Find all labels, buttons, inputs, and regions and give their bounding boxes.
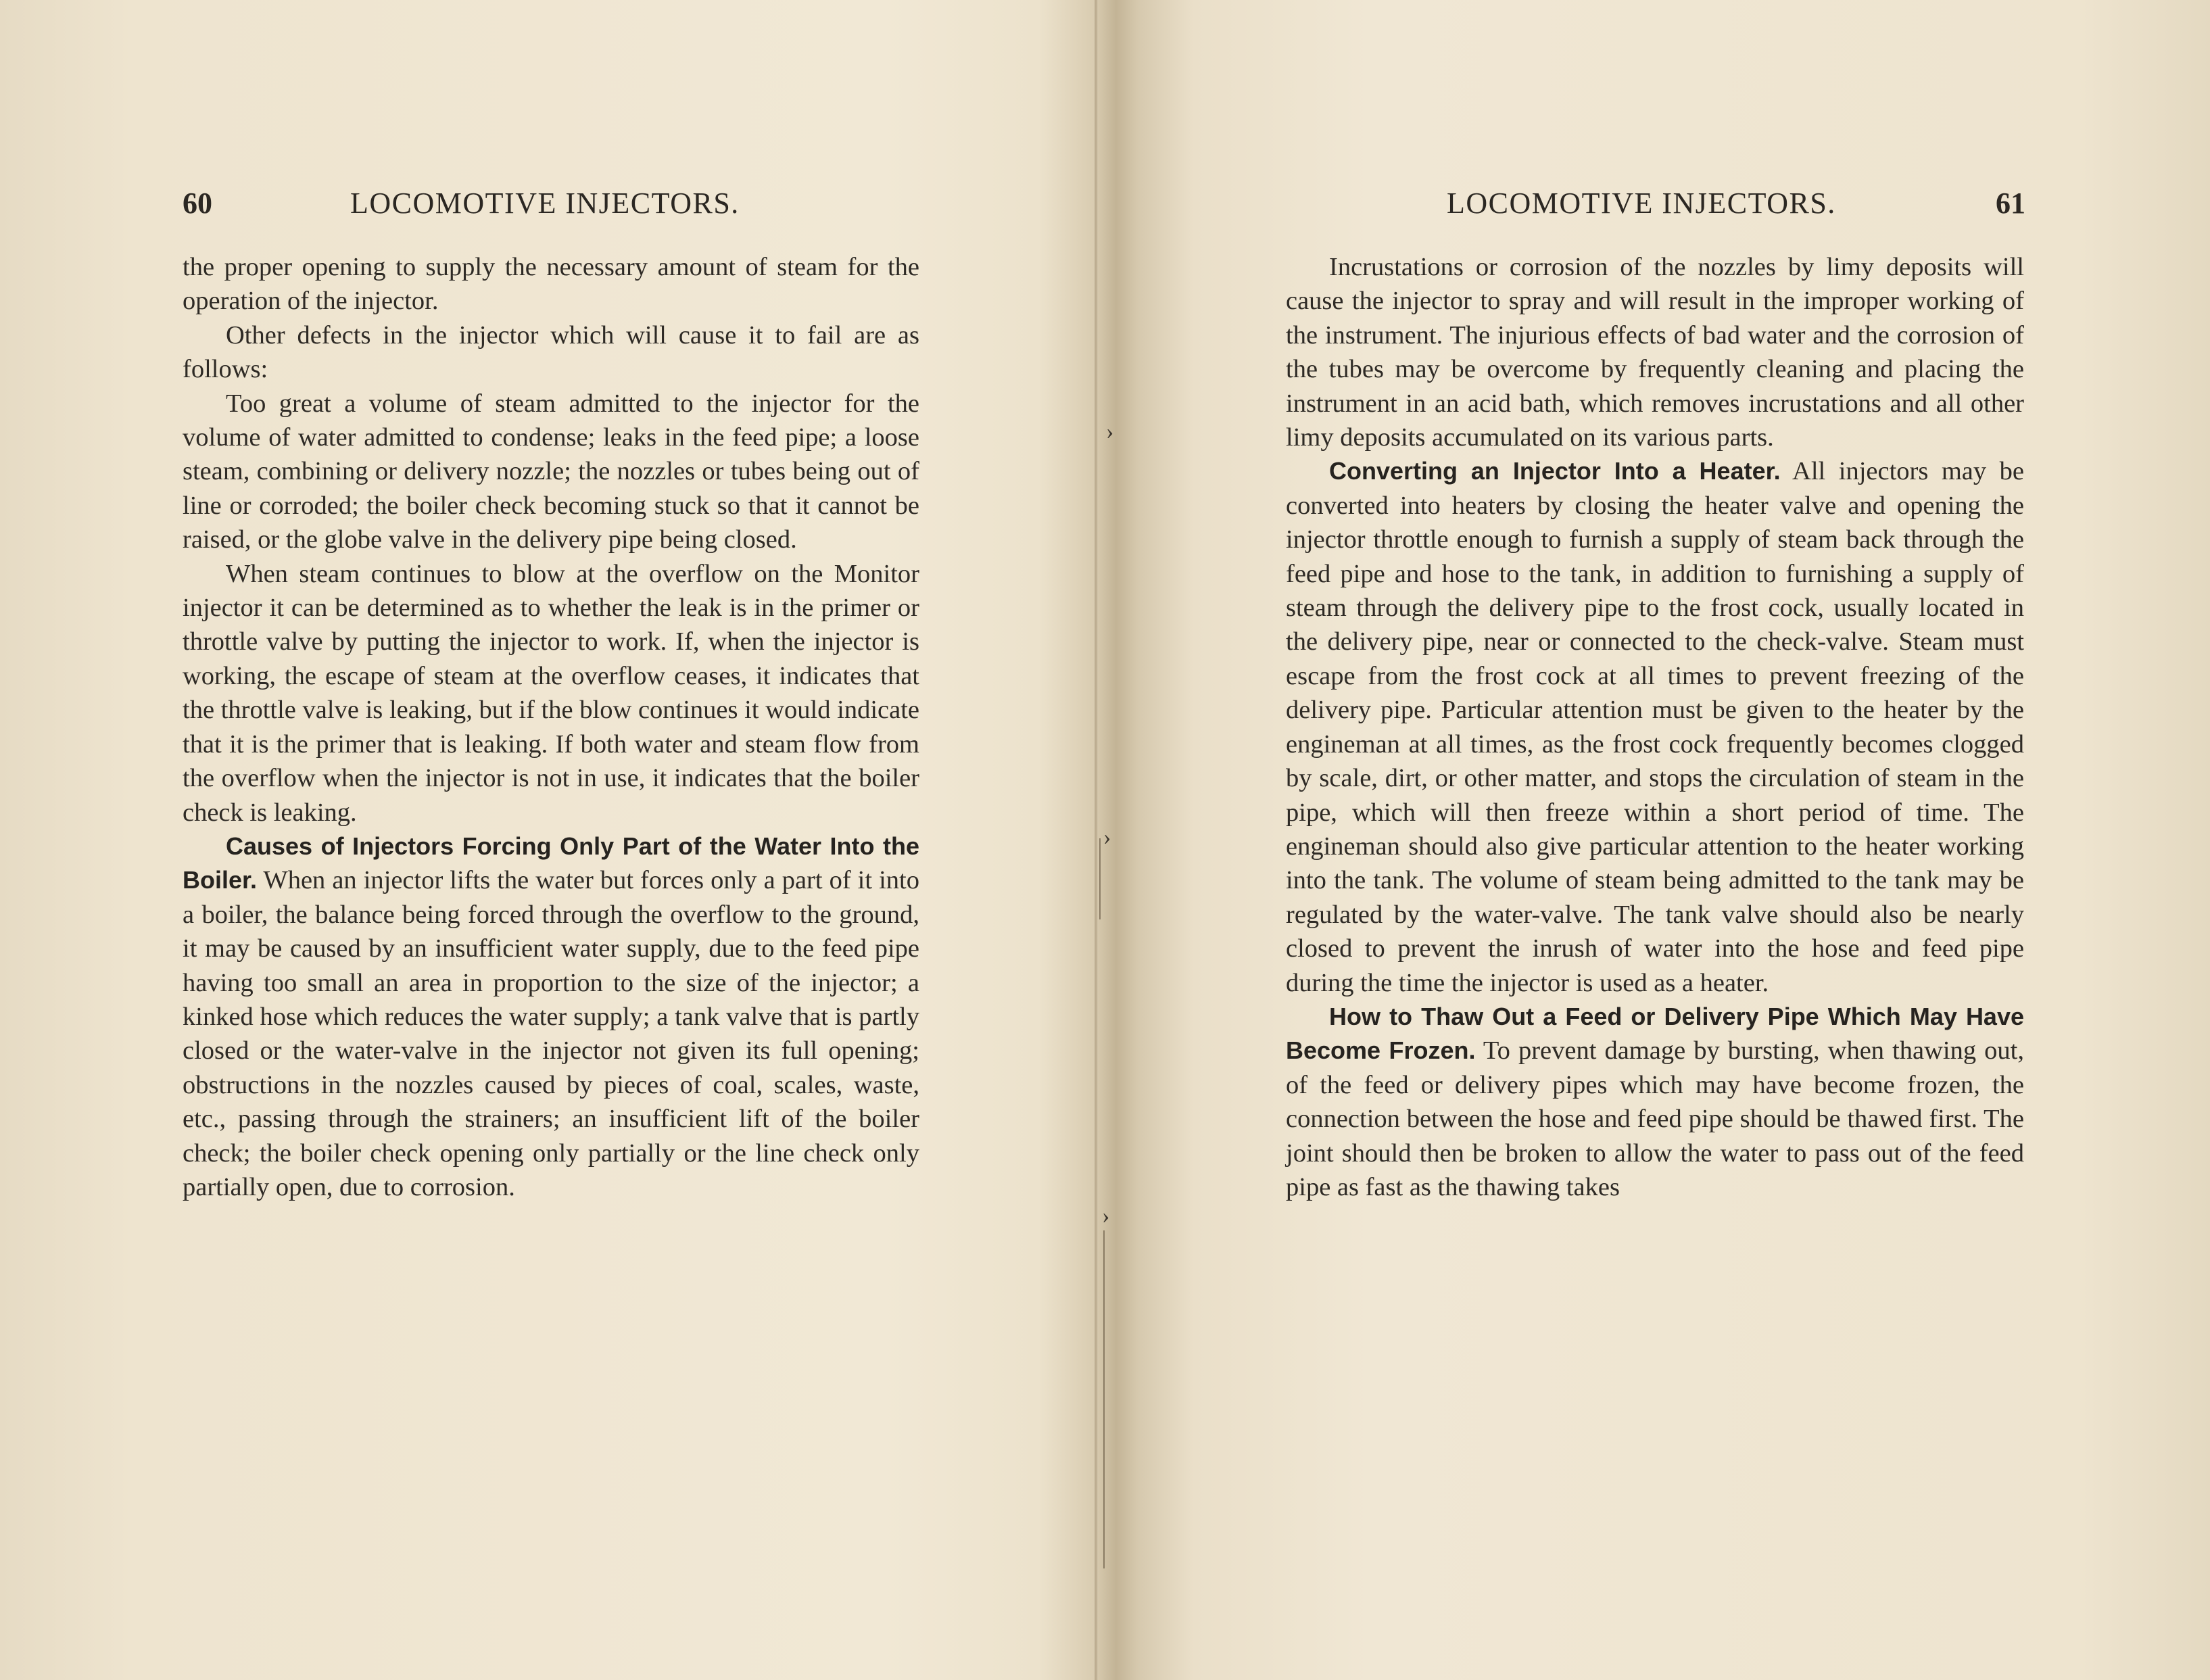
section-heading: How to Thaw Out a Feed or Delivery Pipe Which May Have Become Frozen. [1286,1002,2024,1065]
paragraph-text: Too great a volume of steam admitted to the injector for the volume of water admitted to condense; leaks in the feed pipe; a loose steam, combining or delivery nozzle; the nozzles or tubes being out of line or corroded; the boiler check becoming stuck so that it cannot be raised, or the globe valve in the delivery pipe being closed. [183,389,919,554]
right-page [1109,0,2210,1680]
paragraph [183,557,919,830]
running-head: LOCOMOTIVE INJECTORS. [350,187,740,220]
section-heading: Converting an Injector Into a Heater. [1329,457,1781,485]
paragraph-text: Other defects in the injector which will cause it to fail are as follows: [183,320,919,384]
binding-thread [1099,838,1101,919]
paragraph [183,387,919,557]
section-heading: Causes of Injectors Forcing Only Part of the Water Into the Boiler. [183,832,919,894]
binding-thread-lower [1103,1230,1105,1568]
running-head: LOCOMOTIVE INJECTORS. [1447,187,1836,220]
binding-mark: › [1103,825,1111,850]
paragraph-text: Incrustations or corrosion of the nozzles by limy deposits will cause the injector to spray and will result in the improper working of the instrument. The injurious effects of bad water and the corrosion of the tubes may be overcome by frequently cleaning and placing the instrument in an acid bath, which removes incrustations and all other limy deposits accumulated on its various parts. [1286,253,2024,452]
paragraph [1286,454,2024,1000]
paragraph-text: When steam continues to blow at the overflow on the Monitor injector it can be determined as to whether the leak is in the primer or throttle valve by putting the injector to work. If, when the injector is working, the escape of steam at the overflow ceases, it indicates that the throttle valve is leaking, but if the blow continues it would indicate that it is the primer that is leaking. If both water and steam flow from the overflow when the injector is not in use, it indicates that the boiler check is leaking. [183,559,919,827]
body-text [183,250,919,1204]
paragraph-text: All injectors may be converted into heaters by closing the heater valve and opening the injector throttle enough to furnish a supply of steam back through the feed pipe and hose to the tank, in addition to furnishing a supply of steam through the delivery pipe to the frost cock, usually located in the delivery pipe, near or connected to the check-valve. Steam must escape from the frost cock at all times to prevent freezing of the delivery pipe. Particular attention must be given to the heater by the engineman at all times, as the frost cock frequently becomes clogged by scale, dirt, or other matter, and stops the circulation of steam in the pipe, which will then freeze within a short period of time. The engineman should also give particular attention to the heater working into the tank. The volume of steam being admitted to the tank may be regulated by the water-valve. The tank valve should also be nearly closed to prevent the inrush of water into the hose and feed pipe during the time the injector is used as a heater. [1286,457,2024,997]
paragraph-text: When an injector lifts the water but forces only a part of it into a boiler, the balance being forced through the overflow to the ground, it may be caused by an insufficient water supply, due to the feed pipe having too small an area in proportion to the size of the injector; a kinked hose which reduces the water supply; a tank valve that is partly closed or the water-valve in the injector not given its full opening; obstructions in the nozzles caused by pieces of coal, scales, waste, etc., passing through the strainers; an insufficient lift of the boiler check; the boiler check opening only partially or the line check only partially open, due to corrosion. [183,866,919,1201]
body-text [1286,250,2024,1204]
paragraph [183,318,919,387]
paragraph [183,830,919,1204]
page-number: 61 [1996,187,2025,220]
paragraph-text: To prevent damage by bursting, when thawing out, of the feed or delivery pipes which may have become frozen, the connection between the hose and feed pipe should be thawed first. The joint should then be broken to allow the water to pass out of the feed pipe as fast as the thawing takes [1286,1036,2024,1201]
binding-mark: › [1102,1203,1110,1228]
page-number: 60 [183,187,212,220]
paragraph [1286,1000,2024,1204]
binding-mark: › [1106,419,1114,444]
paragraph-text: the proper opening to supply the necessary amount of steam for the operation of the injector. [183,253,919,316]
paragraph [183,250,919,318]
left-page [0,0,1088,1680]
gutter [1094,0,1098,1680]
paragraph [1286,250,2024,454]
